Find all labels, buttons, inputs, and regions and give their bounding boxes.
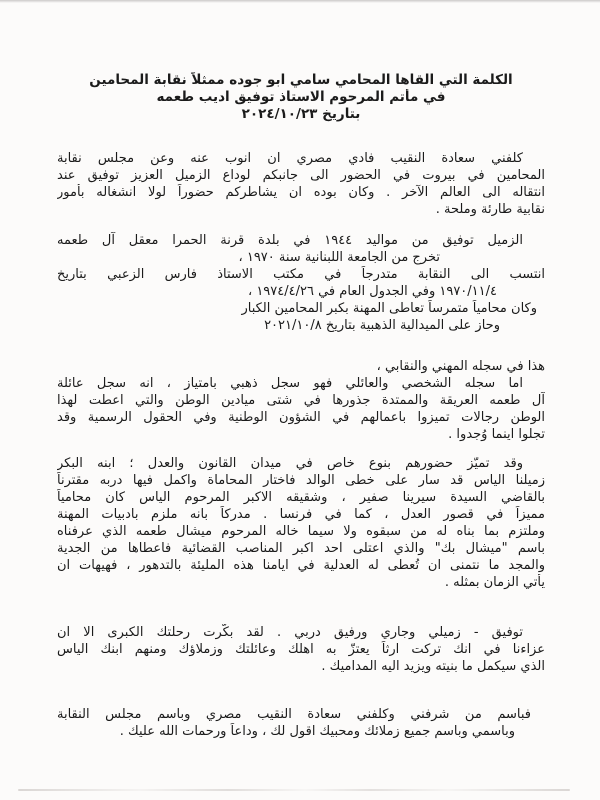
text-line: نقابية طارئة وملحة . [435,202,545,217]
document-body [57,72,545,740]
paragraph [57,358,545,443]
text-line: الذي سيكمل ما بنيته ويزيد اليه المداميك . [321,659,545,674]
text-line: والمجد ما نتمنى ان تُعطى له العدلية في ايامنا هذه المليئة بالتدهور ، فهيهات ان [57,558,545,573]
text-line: انتقاله الى العالم الآخر . وكان بوده ان يشاطركم حضوراً لولا انشغاله بأمور [57,185,545,200]
title-date-line: بتاريخ ٢٠٢٤/١٠/٢٣ [241,106,361,122]
text-line: اما سجله الشخصي والعائلي فهو سجل ذهبي بامتياز ، انه سجل عائلة [57,376,523,391]
scan-edge-artifact [0,0,600,3]
text-line: وباسمي وباسم جميع زملائك ومحبيك اقول لك ، وداعاً ورحمات الله عليك . [119,724,515,739]
text-line: وملتزم بما بناه له من سبقوه ولا سيما خاله المرحوم ميشال طعمه الذي عرفناه [57,524,545,539]
text-line: مميزاً في قصور العدل ، كما في فرنسا . مدركاً بانه ملزم بادبيات المهنة [57,507,545,522]
text-line: يأتي الزمان بمثله . [444,575,545,590]
title-line: في مأتم المرحوم الاستاذ توفيق اديب طعمه [156,89,446,105]
text-line: هذا في سجله المهني والنقابي ، [376,359,545,374]
paragraph [57,624,545,675]
title-line: الكلمة التي القاها المحامي سامي ابو جوده ممثلاً نقابة المحامين [89,72,513,88]
text-line: انتسب الى النقابة متدرجاً في مكتب الاستاذ فارس الزعبي بتاريخ [57,267,545,282]
text-line: عزاءنا في انك تركت ارثاً يعتزّ به اهلك وعائلتك وزملاؤك ومنهم ابنك الياس [57,642,545,657]
text-line: باسم "ميشال بك" والذي اعتلى احد اكبر المناصب القضائية فاعطاها من الجدية [57,541,545,556]
document-title [57,72,545,123]
text-line: تخرج من الجامعة اللبنانية سنة ١٩٧٠ ، [238,250,440,265]
text-line: توفيق - زميلي وجاري ورفيق دربي . لقد بكّرت رحلتك الكبرى الا ان [57,625,523,640]
text-line: وحاز على الميدالية الذهبية بتاريخ ٢٠٢١/١٠/٨ [264,318,500,333]
text-line: زميلنا الياس قد سار على خطى الوالد فاختار المحاماة واكمل فيها دربه مقترناً [57,473,545,488]
text-line: الوطن رجالات تميزوا باعمالهم في الشؤون الوطنية وفي الحقول الرسمية وقد [57,410,545,425]
text-line: بالقاضي السيدة سيرينا صفير ، وشقيقه الاكبر المرحوم الياس كان محامياً [57,490,545,505]
scan-smudge-artifact [18,789,570,791]
paragraph [57,150,545,218]
text-line: وقد تميّز حضورهم بنوع خاص في ميدان القانون والعدل ؛ ابنه البكر [57,456,523,471]
paragraph [57,232,545,334]
text-line: وكان محامياً متمرساً تعاطى المهنة بكبر المحامين الكبار [241,301,537,316]
text-line: فباسم من شرفني وكلفني سعادة النقيب مصري وباسم مجلس النقابة [57,707,531,722]
text-line: آل طعمه العريقة والممتدة جذورها في شتى ميادين الوطن والتي اعطت لهذا [57,393,545,408]
text-line: ١٩٧٠/١١/٤ وفي الجدول العام في ١٩٧٤/٤/٢٦ ، [247,284,497,299]
paragraph [57,706,545,740]
text-line: تجلوا اينما وُجدوا . [448,427,545,442]
text-line: الزميل توفيق من مواليد ١٩٤٤ في بلدة قرنة الحمرا معقل آل طعمه [57,233,523,248]
text-line: كلفني سعادة النقيب فادي مصري ان انوب عنه وعن مجلس نقابة [57,151,523,166]
text-line: المحامين في بيروت في الحضور الى جانبكم لوداع الزميل العزيز توفيق عند [57,168,545,183]
paragraph [57,455,545,591]
